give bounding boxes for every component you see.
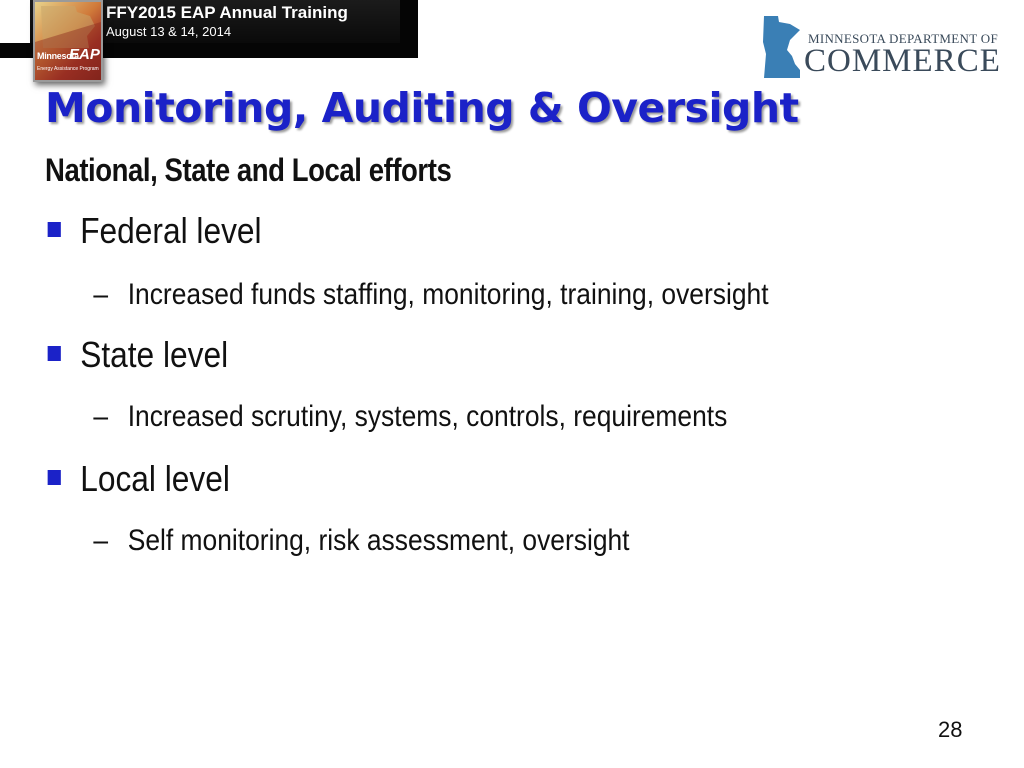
slide-title: Monitoring, Auditing & Oversight xyxy=(45,84,799,132)
event-title: FFY2015 EAP Annual Training xyxy=(106,3,348,22)
dash-bullet: – xyxy=(93,400,109,433)
sub-bullet-text: Increased scrutiny, systems, controls, requirements xyxy=(127,400,728,433)
commerce-logo-line2: COMMERCE xyxy=(804,43,1001,79)
sub-bullet-text: Increased funds staffing, monitoring, training, oversight xyxy=(127,278,769,311)
bullet-label: Local level xyxy=(80,458,230,499)
commerce-logo xyxy=(762,14,1001,80)
dash-bullet: – xyxy=(93,524,109,557)
minnesota-state-shape-icon xyxy=(762,14,808,80)
eap-logo-eap: EAP xyxy=(69,46,100,63)
bullet-label: Federal level xyxy=(80,210,262,251)
banner-corner xyxy=(0,0,30,43)
minnesota-eap-logo-icon xyxy=(33,0,103,82)
eap-logo-state: Minnesota xyxy=(37,51,79,61)
slide-subtitle: National, State and Local efforts xyxy=(45,152,452,188)
square-bullet-icon xyxy=(48,222,61,237)
sub-bullet-text: Self monitoring, risk assessment, oversight xyxy=(127,524,630,557)
event-dates: August 13 & 14, 2014 xyxy=(106,24,232,39)
bullet-label: State level xyxy=(80,334,229,375)
dash-bullet: – xyxy=(93,278,109,311)
square-bullet-icon xyxy=(48,470,61,485)
commerce-logo-line1: MINNESOTA DEPARTMENT OF xyxy=(808,31,998,46)
page-number: 28 xyxy=(938,717,963,742)
square-bullet-icon xyxy=(48,346,61,361)
eap-logo-program: Energy Assistance Program xyxy=(37,66,99,72)
